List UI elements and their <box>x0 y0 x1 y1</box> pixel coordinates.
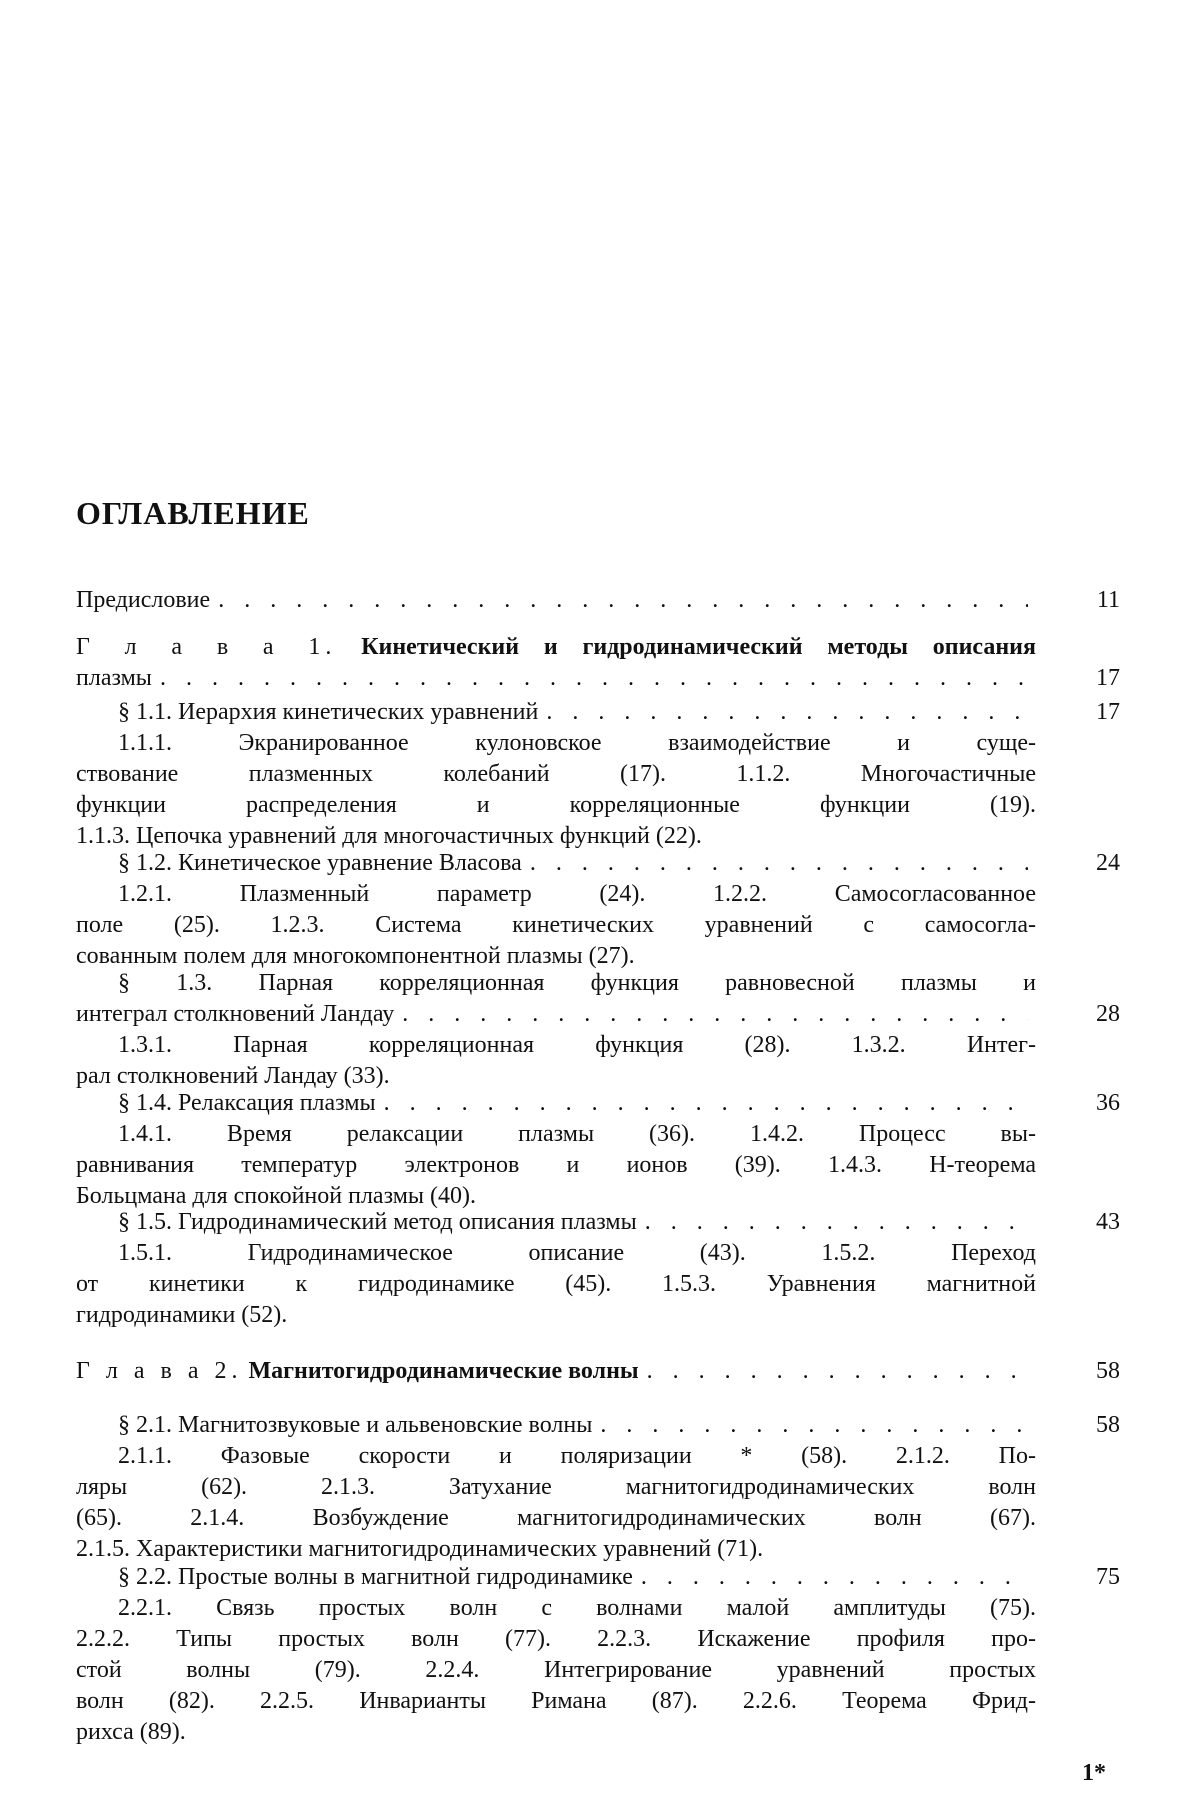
toc-entry-section-2-1 <box>76 1410 1126 1565</box>
subsection-line: 1.4.1. Время релаксации плазмы (36). 1.4.2. Процесс вы- <box>118 1121 1036 1147</box>
entry-label: Предисловие <box>76 587 211 613</box>
signature-mark: 1* <box>1082 1760 1106 1786</box>
subsection-line: 1.5.1. Гидродинамическое описание (43). 1.5.2. Переход <box>118 1240 1036 1266</box>
subsection-line: сованным полем для многокомпонентной плазмы (27). <box>76 943 635 969</box>
section-title: § 1.5. Гидродинамический метод описания плазмы <box>118 1209 637 1235</box>
section-title: § 2.1. Магнитозвуковые и альвеновские волны <box>118 1412 593 1438</box>
page-title: ОГЛАВЛЕНИЕ <box>76 495 310 531</box>
page-number: 58 <box>1096 1358 1120 1384</box>
subsection-line: ствование плазменных колебаний (17). 1.1.2. Многочастичные <box>76 761 1036 787</box>
toc-entry-section-1-5 <box>76 1207 1126 1331</box>
toc-entry-section-1-3 <box>76 968 1126 1092</box>
subsection-line: стой волны (79). 2.2.4. Интегрирование уравнений простых <box>76 1657 1036 1683</box>
subsection-line: гидродинамики (52). <box>76 1302 288 1328</box>
subsection-line: рихса (89). <box>76 1719 186 1745</box>
subsection-line: 1.1.3. Цепочка уравнений для многочастичных функций (22). <box>76 823 702 849</box>
page-number: 17 <box>1096 699 1120 725</box>
chapter-title: Магнитогидродинамические волны <box>248 1358 639 1384</box>
toc-entry-section-1-1 <box>76 697 1126 852</box>
subsection-line: 2.2.1. Связь простых волн с волнами малой амплитуды (75). <box>118 1595 1036 1621</box>
section-title-cont: интеграл столкновений Ландау <box>76 1001 395 1027</box>
page-number: 28 <box>1096 1001 1120 1027</box>
section-title: § 1.1. Иерархия кинетических уравнений <box>118 699 539 725</box>
subsection-line: Больцмана для спокойной плазмы (40). <box>76 1183 477 1209</box>
page-number: 75 <box>1096 1564 1120 1590</box>
subsection-line: 2.2.2. Типы простых волн (77). 2.2.3. Искажение профиля про- <box>76 1626 1036 1652</box>
subsection-line: рал столкновений Ландау (33). <box>76 1063 390 1089</box>
section-title: § 1.2. Кинетическое уравнение Власова <box>118 850 522 876</box>
page-number: 36 <box>1096 1090 1120 1116</box>
toc-entry-section-2-2 <box>76 1562 1126 1748</box>
subsection-line: от кинетики к гидродинамике (45). 1.5.3. Уравнения магнитной <box>76 1271 1036 1297</box>
chapter-title-cont: плазмы <box>76 665 152 691</box>
toc-entry-chapter-1 <box>76 632 1126 694</box>
section-title: § 1.4. Релаксация плазмы <box>118 1090 376 1116</box>
section-title: § 2.2. Простые волны в магнитной гидродинамике <box>118 1564 633 1590</box>
page-number: 58 <box>1096 1412 1120 1438</box>
toc-entry-section-1-2 <box>76 848 1126 972</box>
toc-entry-preface <box>76 585 1126 616</box>
subsection-line: поле (25). 1.2.3. Система кинетических уравнений с самосогла- <box>76 912 1036 938</box>
section-title: § 1.3. Парная корреляционная функция равновесной плазмы и <box>118 970 1036 996</box>
subsection-line: функции распределения и корреляционные функции (19). <box>76 792 1036 818</box>
toc-entry-section-1-4 <box>76 1088 1126 1212</box>
subsection-line: 1.2.1. Плазменный параметр (24). 1.2.2. Самосогласованное <box>118 881 1036 907</box>
page-number: 17 <box>1096 665 1120 691</box>
subsection-line: 1.3.1. Парная корреляционная функция (28). 1.3.2. Интег- <box>118 1032 1036 1058</box>
subsection-line: (65). 2.1.4. Возбуждение магнитогидродинамических волн (67). <box>76 1505 1036 1531</box>
subsection-line: 2.1.1. Фазовые скорости и поляризации * (58). 2.1.2. По- <box>118 1443 1036 1469</box>
page-number: 11 <box>1096 587 1120 613</box>
subsection-line: равнивания температур электронов и ионов (39). 1.4.3. Н-теорема <box>76 1152 1036 1178</box>
subsection-line: 1.1.1. Экранированное кулоновское взаимодействие и суще- <box>118 730 1036 756</box>
chapter-label: Г л а в а 2. <box>76 1358 243 1384</box>
page-number: 43 <box>1096 1209 1120 1235</box>
subsection-line: ляры (62). 2.1.3. Затухание магнитогидродинамических волн <box>76 1474 1036 1500</box>
subsection-line: волн (82). 2.2.5. Инварианты Римана (87). 2.2.6. Теорема Фрид- <box>76 1688 1036 1714</box>
subsection-line: 2.1.5. Характеристики магнитогидродинамических уравнений (71). <box>76 1536 764 1562</box>
chapter-label: Г л а в а 1. <box>76 634 337 660</box>
chapter-title: Кинетический и гидродинамический методы описания <box>361 634 1036 660</box>
toc-entry-chapter-2 <box>76 1356 1126 1387</box>
page-number: 24 <box>1096 850 1120 876</box>
